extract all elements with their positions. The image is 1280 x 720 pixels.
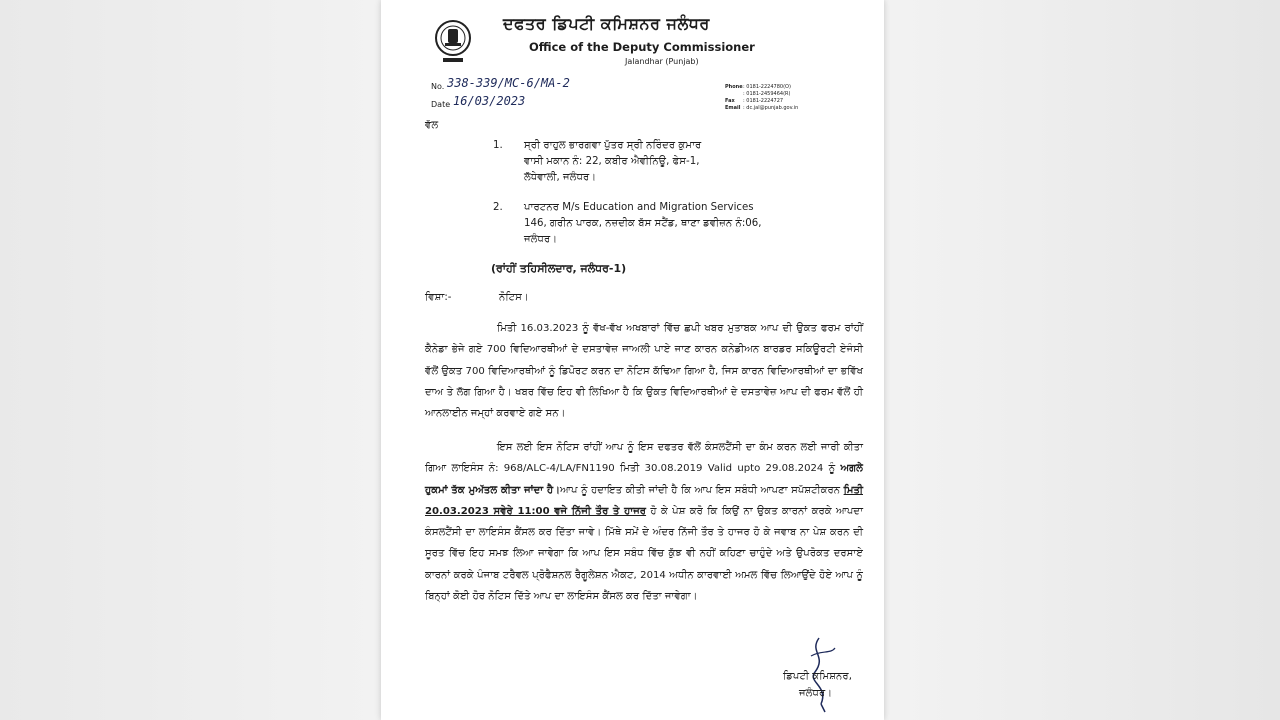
- recipient-number: 2.: [493, 202, 503, 213]
- to-label: ਵੱਲ: [425, 120, 439, 131]
- recipient-address: ਸ੍ਰੀ ਰਾਹੁਲ ਭਾਰਗਵਾ ਪੁੱਤਰ ਸ੍ਰੀ ਨਰਿੰਦਰ ਕੁਮਾਰ ਵਾਸੀ ਮਕਾਨ ਨੰ: 22, ਕਬੀਰ ਐਵੀਨਿਊ, ਫੇਸ-1, ਲੱਧੇਵਾਲੀ, ਜਲੰਧਰ।: [524, 140, 702, 183]
- date-label: Date: [431, 100, 451, 109]
- contact-row: Fax : 0181-2224727: [725, 98, 784, 104]
- contact-block: [725, 84, 798, 112]
- suspension-notice: ਅਗਲੇ ਹੁਕਮਾਂ ਤੱਕ ਮੁਅੱਤਲ ਕੀਤਾ ਜਾਂਦਾ ਹੈ।: [425, 463, 863, 496]
- number-label: No.: [431, 82, 445, 91]
- subject-label: ਵਿਸ਼ਾ:-: [425, 292, 452, 303]
- contact-row: Phone: 0181-2224780(O): [725, 84, 791, 90]
- contact-row: Email : dc.jal@punjab.gov.in: [725, 105, 799, 111]
- header-city: Jalandhar (Punjab): [625, 57, 699, 66]
- date-value: 16/03/2023: [453, 94, 526, 108]
- letter-page: [381, 0, 884, 720]
- number-value: 338-339/MC-6/MA-2: [447, 76, 570, 90]
- body-paragraph-2: ਇਸ ਲਈ ਇਸ ਨੋਟਿਸ ਰਾਂਹੀਂ ਆਪ ਨੂੰ ਇਸ ਦਫਤਰ ਵੱਲੋਂ ਕੰਸਲਟੈਂਸੀ ਦਾ ਕੰਮ ਕਰਨ ਲਈ ਜਾਰੀ ਕੀਤਾ ਗਿਆ ਲਾਇਸੰਸ ਨੰ: 968/ALC-4/LA/FN1190 ਮਿਤੀ 30.08.2019 Valid upto 29.08.2024 ਨੂੰ ਅਗਲੇ ਹੁਕਮਾਂ ਤੱਕ ਮੁਅੱਤਲ ਕੀਤਾ ਜਾਂਦਾ ਹੈ।ਆਪ ਨੂੰ ਹਦਾਇਤ ਕੀਤੀ ਜਾਂਦੀ ਹੈ ਕਿ ਆਪ ਇਸ ਸਬੰਧੀ ਆਪਣਾ ਸਪੱਸ਼ਟੀਕਰਨ ਮਿਤੀ 20.03.2023 ਸਵੇਰੇ 11:00 ਵਜੇ ਨਿੱਜੀ ਤੌਰ ਤੇ ਹਾਜਰ ਹੋ ਕੇ ਪੇਸ਼ ਕਰੋ ਕਿ ਕਿਉਂ ਨਾ ਉਕਤ ਕਾਰਨਾਂ ਕਰਕੇ ਆਪਦਾ ਕੰਸਲਟੈਂਸੀ ਦਾ ਲਾਇਸੰਸ ਕੈਂਸਲ ਕਰ ਦਿੱਤਾ ਜਾਵੇ। ਮਿੱਥੇ ਸਮੇਂ ਦੇ ਅੰਦਰ ਨਿੱਜੀ ਤੌਰ ਤੇ ਹਾਜਰ ਹੋ ਕੇ ਜਵਾਬ ਨਾ ਪੇਸ਼ ਕਰਨ ਦੀ ਸੂਰਤ ਵਿੱਚ ਇਹ ਸਮਝ ਲਿਆ ਜਾਵੇਗਾ ਕਿ ਆਪ ਇਸ ਸਬੰਧ ਵਿੱਚ ਕੁੱਝ ਵੀ ਨਹੀਂ ਕਹਿਣਾ ਚਾਹੁੰਦੇ ਅਤੇ ਉਪਰੋਕਤ ਦਰਸਾਏ ਕਾਰਨਾਂ ਕਰਕੇ ਪੰਜਾਬ ਟਰੈਵਲ ਪ੍ਰੋਫੈਸ਼ਨਲ ਰੈਗੂਲੇਸ਼ਨ ਐਕਟ, 2014 ਅਧੀਨ ਕਾਰਵਾਈ ਅਮਲ ਵਿੱਚ ਲਿਆਉਂਦੇ ਹੋਏ ਆਪ ਨੂੰ ਬਿਨ੍ਹਾਂ ਕੋਈ ਹੋਰ ਨੋਟਿਸ ਦਿੱਤੇ ਆਪ ਦਾ ਲਾਇਸੰਸ ਕੈਂਸਲ ਕਰ ਦਿੱਤਾ ਜਾਵੇਗਾ।: [425, 442, 864, 603]
- subject-value: ਨੋਟਿਸ।: [499, 292, 529, 303]
- signatory-title: ਡਿਪਟੀ ਕਮਿਸ਼ਨਰ,: [783, 671, 852, 682]
- header-title-punjabi: ਦਫਤਰ ਡਿਪਟੀ ਕਮਿਸ਼ਨਰ ਜਲੰਧਰ: [503, 14, 710, 33]
- state-emblem-icon: [433, 18, 473, 66]
- body-paragraph-1: ਮਿਤੀ 16.03.2023 ਨੂੰ ਵੱਖ-ਵੱਖ ਅਖਬਾਰਾਂ ਵਿੱਚ ਛਪੀ ਖਬਰ ਮੁਤਾਬਕ ਆਪ ਦੀ ਉਕਤ ਫਰਮ ਰਾਂਹੀਂ ਕੈਨੇਡਾ ਭੇਜੇ ਗਏ 700 ਵਿਦਿਆਰਥੀਆਂ ਦੇ ਦਸਤਾਵੇਜ਼ ਜਾਅਲੀ ਪਾਏ ਜਾਣ ਕਾਰਨ ਕਨੇਡੀਅਨ ਬਾਰਡਰ ਸਕਿਊਰਟੀ ਏਜੰਸੀ ਵੱਲੋਂ ਉਕਤ 700 ਵਿਦਿਆਰਥੀਆਂ ਨੂੰ ਡਿਪੋਰਟ ਕਰਨ ਦਾ ਨੋਟਿਸ ਕੱਢਿਆ ਗਿਆ ਹੈ, ਜਿਸ ਕਾਰਨ ਵਿਦਿਆਰਥੀਆਂ ਦਾ ਭਵਿੱਖ ਦਾਅ ਤੇ ਲੱਗ ਗਿਆ ਹੈ। ਖਬਰ ਵਿੱਚ ਇਹ ਵੀ ਲਿਖਿਆ ਹੈ ਕਿ ਉਕਤ ਵਿਦਿਆਰਥੀਆਂ ਦੇ ਦਸਤਾਵੇਜ਼ ਆਪ ਦੀ ਫਰਮ ਵੱਲੋਂ ਹੀ ਆਨਲਾਈਨ ਜਮ੍ਹਾਂ ਕਰਵਾਏ ਗਏ ਸਨ।: [425, 323, 863, 420]
- hearing-date: ਮਿਤੀ 20.03.2023 ਸਵੇਰੇ 11:00 ਵਜੇ ਨਿੱਜੀ ਤੌਰ ਤੇ ਹਾਜਰ: [425, 484, 863, 517]
- signature-block: [783, 668, 852, 702]
- recipient-address: ਪਾਰਟਨਰ M/s Education and Migration Services 146, ਗਰੀਨ ਪਾਰਕ, ਨਜ਼ਦੀਕ ਬੱਸ ਸਟੈਂਡ, ਥਾਣਾ ਡਵੀਜ਼ਨ ਨੰ:06, ਜਲੰਧਰ।: [524, 202, 762, 245]
- recipient-number: 1.: [493, 140, 503, 151]
- via-line: (ਰਾਂਹੀਂ ਤਹਿਸੀਲਦਾਰ, ਜਲੰਧਰ-1): [491, 262, 627, 275]
- header-title-english: Office of the Deputy Commissioner: [529, 40, 755, 54]
- signatory-place: ਜਲੰਧਰ।: [799, 688, 833, 699]
- contact-row: : 0181-2459464(R): [743, 91, 791, 97]
